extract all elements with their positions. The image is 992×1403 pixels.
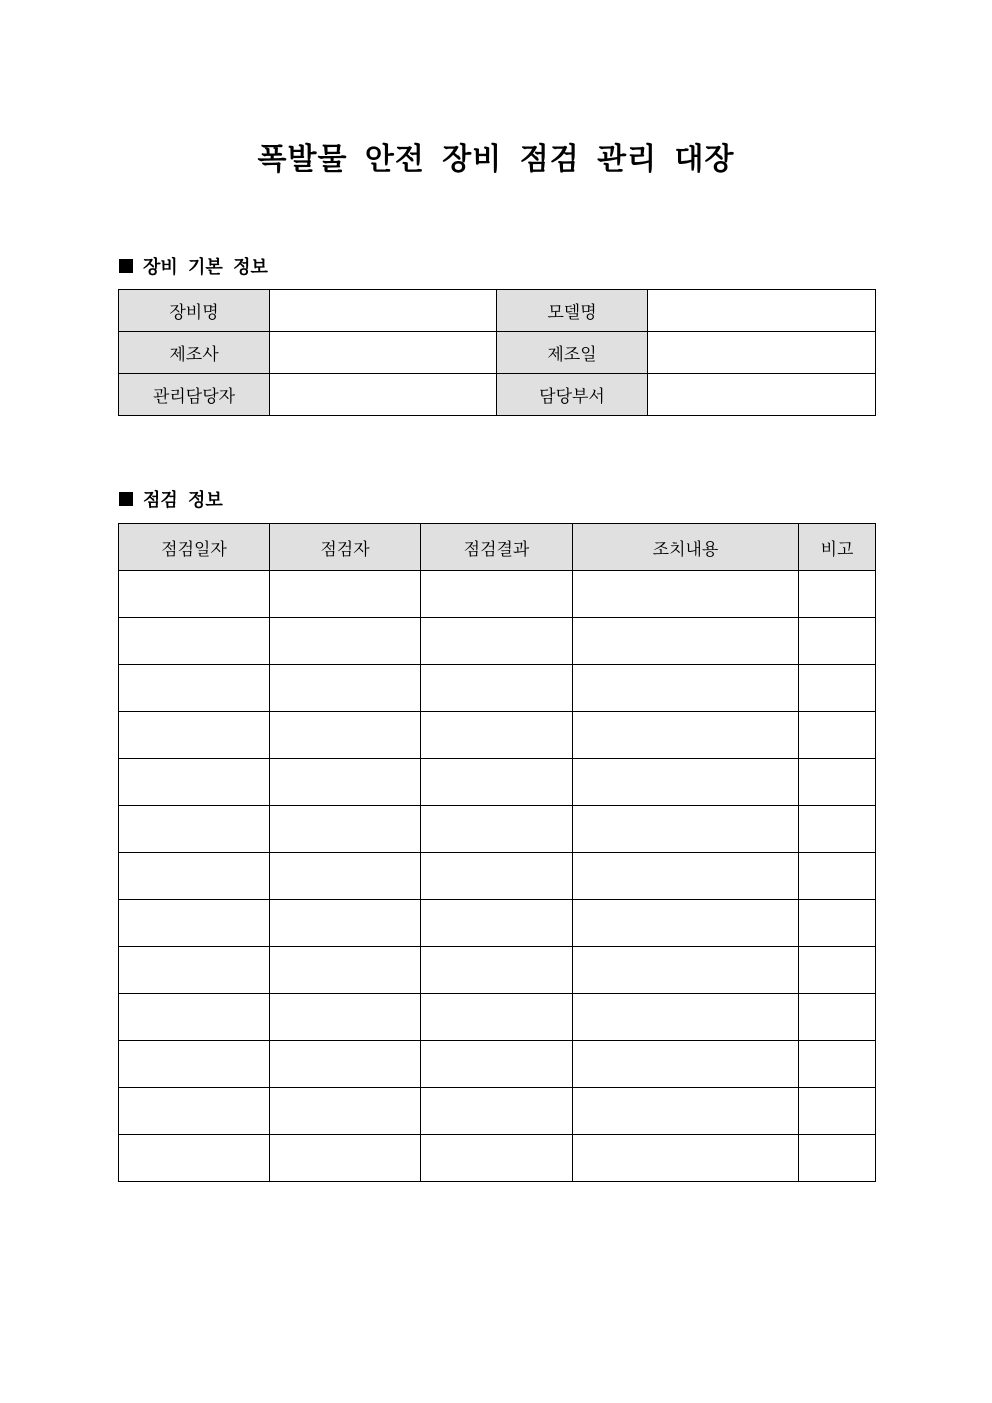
result-cell[interactable] (421, 618, 573, 665)
manufacturer-field[interactable] (270, 332, 497, 374)
action-cell[interactable] (573, 712, 799, 759)
section-heading-inspection-info (119, 486, 223, 512)
date-cell[interactable] (119, 665, 270, 712)
result-cell[interactable] (421, 665, 573, 712)
remarks-cell[interactable] (799, 994, 876, 1041)
department-field[interactable] (648, 374, 876, 416)
date-cell[interactable] (119, 1088, 270, 1135)
square-bullet-icon (119, 259, 133, 273)
table-row (119, 290, 876, 332)
date-cell[interactable] (119, 947, 270, 994)
action-cell[interactable] (573, 571, 799, 618)
column-header-inspector: 점검자 (270, 524, 421, 571)
result-cell[interactable] (421, 1088, 573, 1135)
section-heading-text: 장비 기본 정보 (143, 257, 268, 278)
action-cell[interactable] (573, 1041, 799, 1088)
action-cell[interactable] (573, 1135, 799, 1182)
result-cell[interactable] (421, 571, 573, 618)
inspector-cell[interactable] (270, 806, 421, 853)
remarks-cell[interactable] (799, 900, 876, 947)
action-cell[interactable] (573, 665, 799, 712)
action-cell[interactable] (573, 1088, 799, 1135)
remarks-cell[interactable] (799, 853, 876, 900)
date-cell[interactable] (119, 759, 270, 806)
remarks-cell[interactable] (799, 665, 876, 712)
remarks-cell[interactable] (799, 1088, 876, 1135)
inspector-cell[interactable] (270, 994, 421, 1041)
table-row (119, 571, 876, 618)
inspector-cell[interactable] (270, 712, 421, 759)
action-cell[interactable] (573, 806, 799, 853)
date-cell[interactable] (119, 571, 270, 618)
table-row (119, 853, 876, 900)
date-cell[interactable] (119, 900, 270, 947)
action-cell[interactable] (573, 994, 799, 1041)
date-cell[interactable] (119, 806, 270, 853)
action-cell[interactable] (573, 947, 799, 994)
result-cell[interactable] (421, 712, 573, 759)
result-cell[interactable] (421, 900, 573, 947)
table-row (119, 994, 876, 1041)
remarks-cell[interactable] (799, 1135, 876, 1182)
date-cell[interactable] (119, 712, 270, 759)
label-manager: 관리담당자 (119, 374, 270, 416)
inspector-cell[interactable] (270, 665, 421, 712)
remarks-cell[interactable] (799, 947, 876, 994)
section-heading-text: 점검 정보 (143, 490, 223, 511)
manufacture-date-field[interactable] (648, 332, 876, 374)
action-cell[interactable] (573, 759, 799, 806)
label-manufacture-date: 제조일 (497, 332, 648, 374)
action-cell[interactable] (573, 618, 799, 665)
table-row (119, 806, 876, 853)
remarks-cell[interactable] (799, 571, 876, 618)
result-cell[interactable] (421, 806, 573, 853)
basic-info-table (118, 289, 876, 416)
inspector-cell[interactable] (270, 900, 421, 947)
remarks-cell[interactable] (799, 806, 876, 853)
date-cell[interactable] (119, 618, 270, 665)
action-cell[interactable] (573, 900, 799, 947)
label-department: 담당부서 (497, 374, 648, 416)
table-row (119, 332, 876, 374)
column-header-remarks: 비고 (799, 524, 876, 571)
table-row (119, 374, 876, 416)
date-cell[interactable] (119, 1041, 270, 1088)
remarks-cell[interactable] (799, 759, 876, 806)
manager-field[interactable] (270, 374, 497, 416)
table-row (119, 1088, 876, 1135)
label-manufacturer: 제조사 (119, 332, 270, 374)
result-cell[interactable] (421, 759, 573, 806)
table-row (119, 947, 876, 994)
result-cell[interactable] (421, 1041, 573, 1088)
table-row (119, 618, 876, 665)
label-equipment-name: 장비명 (119, 290, 270, 332)
table-row (119, 665, 876, 712)
table-row (119, 900, 876, 947)
inspector-cell[interactable] (270, 1041, 421, 1088)
inspector-cell[interactable] (270, 618, 421, 665)
remarks-cell[interactable] (799, 618, 876, 665)
table-header-row (119, 524, 876, 571)
table-row (119, 712, 876, 759)
table-row (119, 759, 876, 806)
inspector-cell[interactable] (270, 759, 421, 806)
inspector-cell[interactable] (270, 853, 421, 900)
date-cell[interactable] (119, 1135, 270, 1182)
column-header-date: 점검일자 (119, 524, 270, 571)
action-cell[interactable] (573, 853, 799, 900)
inspector-cell[interactable] (270, 571, 421, 618)
column-header-result: 점검결과 (421, 524, 573, 571)
inspection-table (118, 523, 876, 1182)
remarks-cell[interactable] (799, 1041, 876, 1088)
label-model-name: 모델명 (497, 290, 648, 332)
result-cell[interactable] (421, 1135, 573, 1182)
section-heading-basic-info (119, 253, 268, 279)
result-cell[interactable] (421, 853, 573, 900)
column-header-action: 조치내용 (573, 524, 799, 571)
equipment-name-field[interactable] (270, 290, 497, 332)
table-row (119, 1135, 876, 1182)
date-cell[interactable] (119, 994, 270, 1041)
result-cell[interactable] (421, 994, 573, 1041)
result-cell[interactable] (421, 947, 573, 994)
page-title: 폭발물 안전 장비 점검 관리 대장 (257, 142, 735, 177)
date-cell[interactable] (119, 853, 270, 900)
square-bullet-icon (119, 492, 133, 506)
inspector-cell[interactable] (270, 1088, 421, 1135)
table-row (119, 1041, 876, 1088)
remarks-cell[interactable] (799, 712, 876, 759)
inspector-cell[interactable] (270, 947, 421, 994)
inspector-cell[interactable] (270, 1135, 421, 1182)
model-name-field[interactable] (648, 290, 876, 332)
